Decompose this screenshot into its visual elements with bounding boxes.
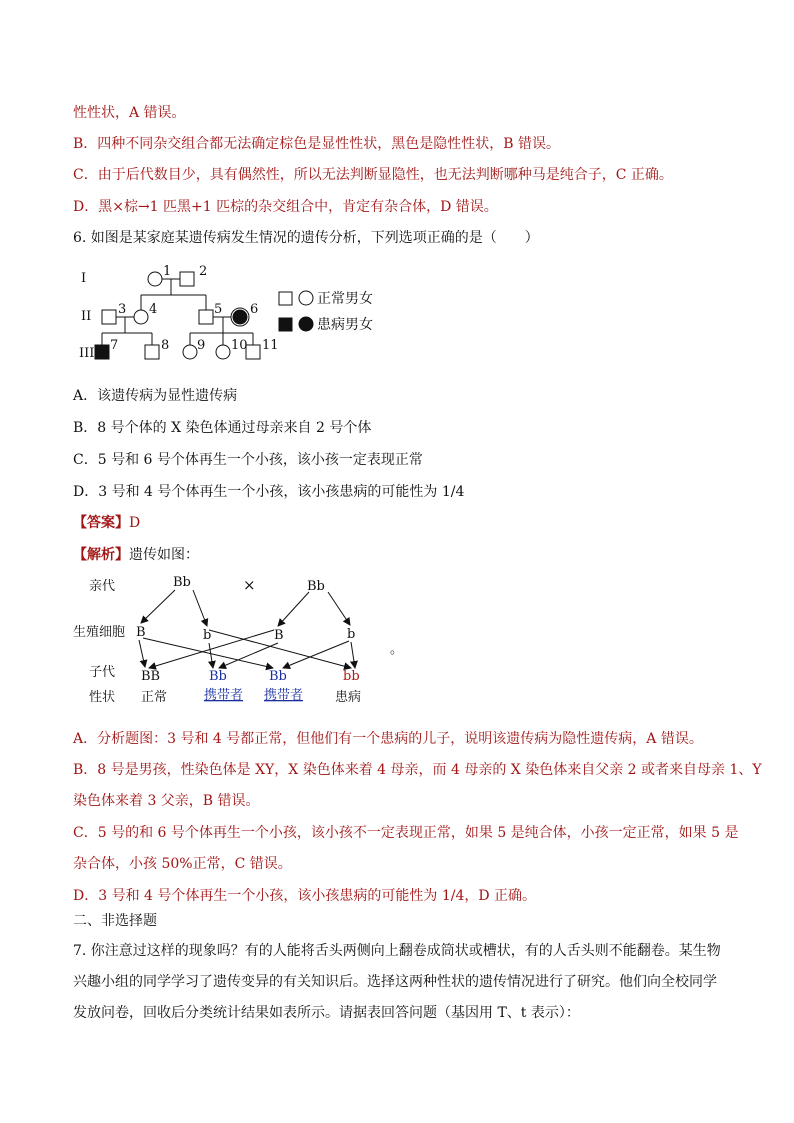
row-label-traits: 性状 <box>89 690 116 705</box>
section-title: 二、非选择题 <box>73 913 157 929</box>
row-label-offspring: 子代 <box>89 665 116 680</box>
parent-genotype-1: Bb <box>173 575 191 590</box>
pedigree-chart <box>73 258 403 370</box>
explain-c-line1: C．5 号的和 6 号个体再生一个小孩，该小孩不一定表现正常，如果 5 是纯合体，小孩一定正常，如果 5 是 <box>73 825 739 841</box>
person-number-6: 6 <box>250 302 259 317</box>
cross-symbol: × <box>243 576 256 594</box>
person-number-11: 11 <box>262 338 279 353</box>
q7-line2: 兴趣小组的同学学习了遗传变异的有关知识后。选择这两种性状的遗传情况进行了研究。他们向全校同学 <box>73 974 717 990</box>
trait-1: 正常 <box>141 690 168 705</box>
analysis-intro: 遗传如图： <box>129 547 199 563</box>
answer-value: D <box>129 515 141 531</box>
offspring-1: BB <box>141 669 161 684</box>
q6-stem: 6. 如图是某家庭某遗传病发生情况的遗传分析，下列选项正确的是（ ） <box>73 230 539 246</box>
person-number-7: 7 <box>110 338 119 353</box>
q6-option-c: C．5 号和 6 号个体再生一个小孩，该小孩一定表现正常 <box>73 452 423 468</box>
legend-normal: 正常男女 <box>317 291 373 307</box>
prev-explain-line: 性性状，A 错误。 <box>73 105 186 121</box>
person-number-8: 8 <box>161 338 170 353</box>
gen-label-3: III <box>79 346 95 361</box>
person-number-3: 3 <box>118 302 127 317</box>
q7-line3: 发放问卷，回收后分类统计结果如表所示。请据表回答问题（基因用 T、t 表示）： <box>73 1005 580 1021</box>
prev-explain-b: B．四种不同杂交组合都无法确定棕色是显性性状，黑色是隐性性状，B 错误。 <box>73 136 561 152</box>
answer-tag: 【答案】 <box>73 515 129 531</box>
offspring-3: Bb <box>269 669 287 684</box>
q6-answer-line <box>73 514 140 532</box>
explain-b-line1: B．8 号是男孩，性染色体是 XY，X 染色体来着 4 母亲，而 4 母亲的 X 染色体来自父亲 2 或者来自母亲 1、Y <box>73 762 762 778</box>
parent-genotype-2: Bb <box>307 579 325 594</box>
trait-4: 患病 <box>335 690 362 705</box>
gen-label-1: I <box>81 271 87 286</box>
analysis-tag: 【解析】 <box>73 547 129 563</box>
person-number-4: 4 <box>149 302 158 317</box>
explain-a: A．分析题图：3 号和 4 号都正常，但他们有一个患病的儿子，说明该遗传病为隐性遗传病，A 错误。 <box>73 731 703 747</box>
q6-analysis-line <box>73 546 199 564</box>
row-label-parents: 亲代 <box>89 579 116 594</box>
gamete-1: B <box>136 625 146 640</box>
legend-affected: 患病男女 <box>317 317 373 333</box>
explain-d: D．3 号和 4 号个体再生一个小孩，该小孩患病的可能性为 1/4，D 正确。 <box>73 888 537 904</box>
person-number-9: 9 <box>197 338 206 353</box>
person-number-1: 1 <box>163 264 172 279</box>
trait-3: 携带者 <box>264 688 304 703</box>
explain-c-line2: 杂合体，小孩 50%正常，C 错误。 <box>73 856 292 872</box>
row-label-gametes: 生殖细胞 <box>73 625 126 640</box>
gamete-3: B <box>274 628 284 643</box>
prev-explain-d: D．黑×棕→1 匹黑+1 匹棕的杂交组合中，肯定有杂合体，D 错误。 <box>73 199 498 215</box>
prev-explain-c: C．由于后代数目少，具有偶然性，所以无法判断显隐性，也无法判断哪种马是纯合子，C 正确。 <box>73 167 673 183</box>
gamete-4: b <box>347 627 356 642</box>
offspring-4: bb <box>343 669 360 684</box>
q6-option-b: B．8 号个体的 X 染色体通过母亲来自 2 号个体 <box>73 420 372 436</box>
person-number-2: 2 <box>199 264 208 279</box>
q7-line1: 7. 你注意过这样的现象吗？有的人能将舌头两侧向上翻卷成筒状或槽状，有的人舌头则不能翻卷。某生物 <box>73 943 721 959</box>
q6-option-d: D．3 号和 4 号个体再生一个小孩，该小孩患病的可能性为 1/4 <box>73 484 465 500</box>
trait-2: 携带者 <box>204 688 244 703</box>
gen-label-2: II <box>81 309 92 324</box>
explain-b-line2: 染色体来着 3 父亲，B 错误。 <box>73 793 260 809</box>
offspring-2: Bb <box>209 669 227 684</box>
stray-dot: 。 <box>390 642 404 657</box>
q6-option-a: A．该遗传病为显性遗传病 <box>73 388 238 404</box>
genetic-cross-diagram <box>73 568 413 710</box>
person-number-5: 5 <box>214 302 223 317</box>
gamete-2: b <box>203 628 212 643</box>
person-number-10: 10 <box>231 338 248 353</box>
